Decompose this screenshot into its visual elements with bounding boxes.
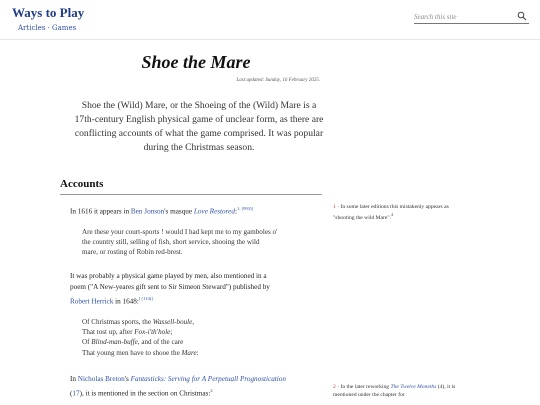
quote-herrick: [82, 317, 322, 358]
citation-link-17[interactable]: 17: [72, 389, 80, 398]
site-search: [414, 10, 529, 24]
site-subnav: [18, 24, 76, 32]
quote-love-restored: [82, 227, 322, 258]
love-restored-link[interactable]: Love Restored: [193, 207, 235, 216]
sidenote-text: In the later reworking: [340, 384, 391, 390]
p1-text: :: [234, 207, 237, 216]
ben-jonson-link[interactable]: Ben Jonson: [130, 207, 165, 216]
quote-line: the country still, selling of fish, short service, shooing the wild: [82, 238, 260, 247]
last-updated: Last updated: Sunday, 16 February 2025.: [236, 78, 320, 83]
sidenote-ref[interactable]: 4: [391, 212, 394, 217]
magnifier-icon[interactable]: [517, 11, 527, 21]
section-heading-accounts: Accounts: [60, 178, 104, 190]
fantasticks-link[interactable]: Fantasticks: Serving for A Perpetuall Prognostication: [130, 375, 286, 383]
p2-text: in 1648:: [113, 297, 139, 306]
nav-articles-link[interactable]: Articles: [18, 24, 46, 32]
quote-line: Of Christmas sports, the Wassell-boule,: [82, 318, 195, 326]
sidenote-text: In some later editions this mistakenly appears as "shooting the wild Mare".: [333, 204, 449, 221]
p3-text: In: [70, 375, 78, 383]
quote-line: That tost up, after Fox-i'th'hole;: [82, 328, 173, 337]
search-input[interactable]: [414, 10, 514, 23]
intro-paragraph: Shoe the (Wild) Mare, or the Shoeing of the (Wild) Mare is a 17th-century English physical game of unclear form, as there are conflicting accounts of what the game comprised. It was popular during the Christmas season.: [74, 100, 324, 153]
paragraph-1616: [70, 203, 322, 217]
quote-line: mare, or rosting of Robin red-brest.: [82, 248, 183, 257]
quote-line: That young men have to shooe the Mare:: [82, 348, 199, 357]
site-title-link[interactable]: Ways to Play: [12, 5, 85, 20]
p2-line: It was probably a physical game played by men, also mentioned in a: [70, 272, 267, 280]
p3-text: ), it is mentioned in the section on Christmas:: [79, 389, 211, 398]
p1-text: In 1616 it appears in: [70, 207, 131, 216]
site-header: [0, 0, 540, 40]
nicholas-breton-link[interactable]: Nicholas Breton: [77, 375, 125, 383]
sidenote-number: 2: [333, 384, 336, 390]
page-title: Shoe the Mare: [141, 52, 251, 72]
robert-herrick-link[interactable]: Robert Herrick: [70, 297, 114, 306]
p3-text: (: [70, 389, 73, 398]
sidenote-1: 1 · In some later editions this mistakenly appears as "shooting the wild Mare".$^4$: [333, 204, 449, 221]
paragraph-breton: [70, 374, 325, 399]
p3-text: 's: [124, 375, 131, 383]
footnote-ref-2[interactable]: 2: [210, 388, 213, 393]
paragraph-herrick: [70, 271, 325, 307]
twelve-moneths-link[interactable]: The Twelve Moneths: [390, 384, 437, 390]
citation-ref-114[interactable]: [ (114)]: [138, 296, 153, 301]
nav-games-link[interactable]: Games: [52, 24, 77, 32]
sidenote-text: (4), it is mentioned under the chapter for: [333, 384, 456, 398]
quote-line: Are these your court-sports ! would I had kept me to my gamboles o': [82, 228, 278, 236]
p1-text: 's masque: [164, 207, 194, 216]
quote-line: Of Blind-man-buffe, and of the care: [82, 338, 184, 347]
section-divider: [60, 194, 322, 195]
sidenote-2: 2 · In the later reworking The Twelve Moneths (4), it is mentioned under the chapter for: [333, 384, 456, 398]
sidenote-number: 1: [333, 204, 336, 210]
p2-line: poem ("A New-yeares gift sent to Sir Simeon Steward") published by: [70, 283, 270, 291]
nav-separator: ·: [45, 24, 53, 32]
footnote-ref-1[interactable]: 1, (993)]: [236, 206, 254, 211]
